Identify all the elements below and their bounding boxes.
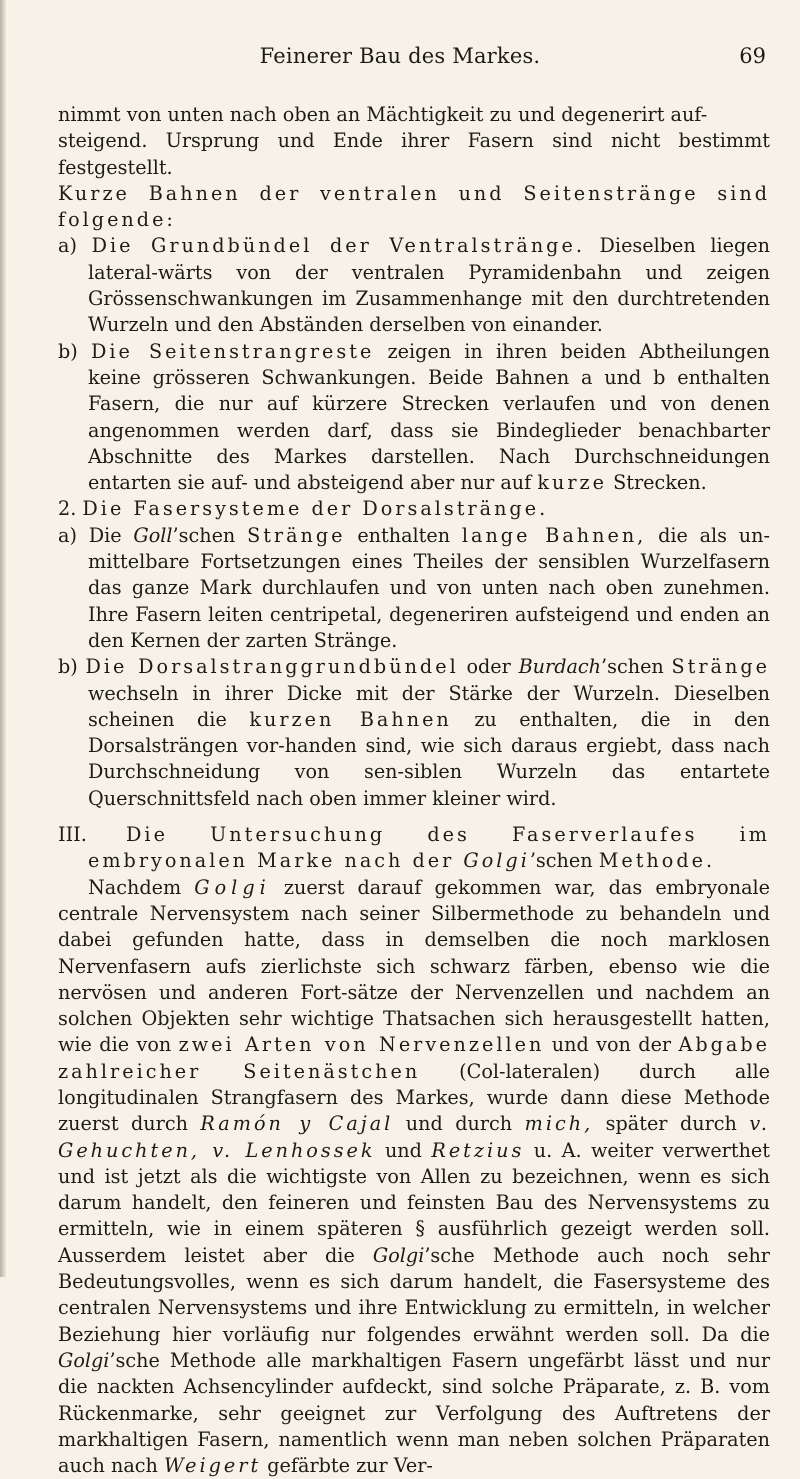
section-intro [58, 181, 770, 234]
item-text: Strecken. [607, 471, 707, 495]
item-text: Die [88, 523, 134, 547]
item-text: zu enthalten, die in den Dorsalsträngen vor-handen sind, wie sich daraus ergiebt, dass nach Durchschneidung von sen-siblen Wurzeln das entartete Querschnittsfeld nach oben immer kleiner wird. [88, 707, 770, 810]
list-marker: a) [58, 234, 77, 258]
line-text: steigend. Ursprung und Ende ihrer Fasern sind nicht bestimmt festgestellt. [58, 129, 770, 179]
spaced-word: Stränge [247, 523, 346, 547]
main-paragraph [58, 875, 770, 1479]
spaced-heading: Die Untersuchung des Faserverlaufes im embryonalen Marke nach der [88, 823, 770, 873]
author-name: Ramón y Cajal [200, 1112, 394, 1136]
author-name: Retzius [431, 1138, 525, 1162]
author-name: Burdach [518, 655, 602, 679]
list-marker: b) [58, 339, 78, 363]
spacer [58, 812, 770, 822]
list-marker: b) [58, 655, 78, 679]
paragraph-text: zuerst darauf gekommen war, das embryonale centrale Nervensystem nach seiner Silbermethode zu behandeln und dabei gefunden hatte, dass in demselben die noch marklosen Nervenfasern aufs zierlichste sich schwarz färben, ebenso wie die nervösen und anderen Fort-sätze der Nervenzellen und nachdem an solchen Objekten sehr wichtige Thatsachen sich herausgestellt hatten, wie die von [58, 875, 771, 1057]
item-text: zeigen in ihren beiden Abtheilungen keine grösseren Schwankungen. Beide Bahnen a und b enthalten Fasern, die nur auf kürzere Strecken verlaufen und von denen angenommen werden darf, dass sie Bindeglieder benachbarter Abschnitte des Markes darstellen. Nach Durchschneidungen entarten sie auf- und absteigend aber nur auf [88, 339, 770, 495]
line-text: nimmt von unten nach oben an Mächtigkeit zu und degenerirt auf- [58, 103, 708, 126]
spaced-word: mich, [524, 1112, 594, 1136]
item-text: ’schen [601, 655, 672, 679]
paragraph-text: Nachdem [88, 875, 195, 899]
spaced-phrase: Abgabe zahlreicher Seitenästchen [58, 1033, 770, 1083]
spaced-word: Stränge [671, 655, 770, 679]
spaced-phrase: zwei Arten von Nervenzellen [178, 1033, 545, 1057]
paragraph-text: später durch [593, 1112, 750, 1136]
page-body [58, 102, 770, 1479]
spaced-heading: Die Seitenstrangreste [90, 339, 375, 363]
section-2-heading [58, 496, 770, 522]
author-name: v. Gehuchten, v. Lenhossek [58, 1112, 770, 1162]
author-name: Weigert [164, 1454, 262, 1478]
paragraph-text: und durch [393, 1112, 525, 1136]
item-text: oder [458, 655, 519, 679]
text-line-2 [58, 128, 770, 181]
page-number: 69 [739, 44, 766, 68]
spaced-heading: Die Dorsalstranggrundbündel [85, 655, 459, 679]
paragraph-text: und [375, 1138, 432, 1162]
spaced-heading: Die Fasersysteme der Dorsalstränge. [82, 497, 549, 521]
list-item-b-burdach [58, 654, 770, 812]
list-item-a-goll [58, 523, 770, 654]
author-name: Golgi [463, 849, 530, 873]
item-text: wechseln in ihrer Dicke mit der Stärke der Wurzeln. Dieselben scheinen die [88, 681, 770, 731]
author-name: Golgi [194, 875, 271, 899]
author-name: Golgi [372, 1243, 425, 1267]
item-text: enthalten [345, 523, 462, 547]
running-head: Feinerer Bau des Markes. [259, 44, 541, 68]
spaced-heading: Die Grundbündel der Ventralstränge. [91, 234, 585, 258]
paragraph-text: ’sche Methode alle markhaltigen Fasern ungefärbt lässt und nur die nackten Achsencylinder aufdeckt, sind solche Präparate, z. B. vom Rückenmarke, sehr geeignet zur Verfolgung des Auftretens der markhaltigen Fasern, namentlich wenn man neben solchen Präparaten auch nach [58, 1348, 770, 1478]
paragraph-text: ’sche Methode auch noch sehr Bedeutungsvolles, wenn es sich darum handelt, die Fasersysteme des centralen Nervensystems und ihre Entwicklung zu ermitteln, in welcher Beziehung hier vorläufig nur folgendes erwähnt werden soll. Da die [58, 1243, 770, 1346]
spaced-word: Methode. [598, 849, 716, 873]
paragraph-text: gefärbte zur Ver- [261, 1454, 433, 1478]
item-text: ’schen [172, 523, 248, 547]
author-name: Golgi [58, 1348, 110, 1372]
section-number: 2. [58, 497, 77, 521]
page-header [0, 44, 800, 84]
paragraph-text: (Col-lateralen) durch alle longitudinalen Strangfasern des Markes, wurde dann diese Methode zuerst durch [58, 1059, 770, 1136]
item-text: Dieselben liegen lateral-wärts von der ventralen Pyramidenbahn und zeigen Grössenschwankungen im Zusammenhange mit den durchtretenden Wurzeln und den Abständen derselben von einander. [88, 234, 770, 337]
paragraph-text: und von der [544, 1033, 679, 1057]
item-text: ’schen [529, 849, 599, 873]
spaced-word: kurze [537, 471, 607, 495]
paragraph-text: u. A. weiter verwerthet und ist jetzt als die wichtigste von Allen zu bezeichnen, wenn es sich darum handelt, den feineren und feinsten Bau des Nervensystems zu ermitteln, wie in einem späteren § ausführlich gezeigt werden soll. Ausserdem leistet aber die [58, 1138, 770, 1267]
page-edge [0, 0, 6, 1277]
spaced-word: kurzen Bahnen [249, 707, 452, 731]
section-3-heading [58, 822, 770, 875]
item-text: die als un-mittelbare Fortsetzungen eines Theiles der sensiblen Wurzelfasern das ganze Mark durchlaufen und von unten nach oben zunehmen. Ihre Fasern leiten centripetal, degeneriren aufsteigend und enden an den Kernen der zarten Stränge. [88, 523, 771, 652]
text-line-1 [58, 102, 770, 128]
list-item-b-seitenstrangreste [58, 339, 770, 497]
list-item-a-grundbuendel [58, 233, 770, 338]
spaced-heading: Kurze Bahnen der ventralen und Seitenstränge sind folgende: [58, 181, 770, 232]
spaced-word: lange Bahnen, [461, 523, 647, 547]
list-marker: a) [58, 523, 77, 547]
section-number: III. [58, 823, 87, 847]
author-name: Goll [133, 523, 173, 547]
